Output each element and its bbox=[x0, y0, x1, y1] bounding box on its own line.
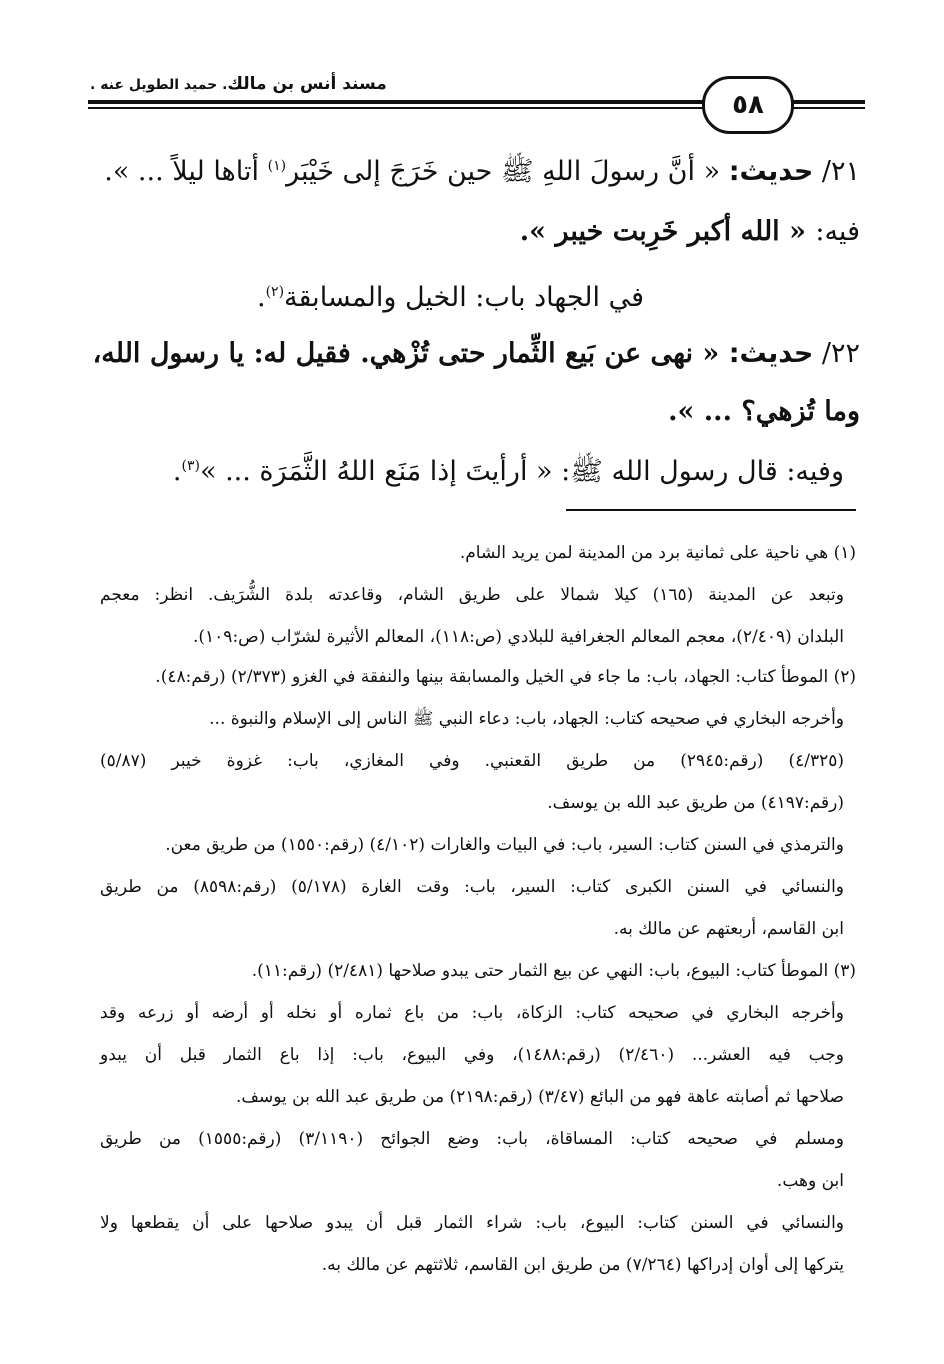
hadith-21-text-b: أتاها ليلاً ... ». bbox=[104, 156, 268, 187]
header-subtitle: . حميد الطويل عنه . bbox=[90, 77, 228, 93]
hadith-22-number: ٢٢/ bbox=[821, 338, 860, 369]
hadith-21-place: في الجهاد باب: الخيل والمسابقة bbox=[284, 282, 644, 313]
footnote-2-line-6: والنسائي في السنن الكبرى كتاب: السير، باب: وقت الغارة (٥/١٧٨) (رقم:٨٥٩٨) من طريق bbox=[100, 877, 845, 897]
footnote-separator bbox=[566, 509, 856, 511]
footnote-3-line-4: صلاحها ثم أصابته عاهة فهو من البائع (٣/٤٧) (رقم:٢١٩٨) من طريق عبد الله بن يوسف. bbox=[235, 1087, 844, 1107]
book-title: مسند أنس بن مالك bbox=[227, 74, 387, 94]
hadith-21-label: حديث: bbox=[728, 156, 814, 187]
footnote-1-line-1: (١) هي ناحية على ثمانية برد من المدينة لمن يريد الشام. bbox=[459, 543, 856, 563]
hadith-21-place-end: . bbox=[256, 282, 266, 313]
footnote-3-line-8: يتركها إلى أوان إدراكها (٧/٢٦٤) من طريق ابن القاسم، ثلاثتهم عن مالك به. bbox=[321, 1255, 844, 1275]
hadith-21-text-a: « أنَّ رسولَ اللهِ ﷺ حين خَرَجَ إلى خَيْبَر bbox=[286, 156, 729, 187]
hadith-22-fihi-end: . bbox=[172, 456, 182, 487]
footnote-2-line-2: وأخرجه البخاري في صحيحه كتاب: الجهاد، باب: دعاء النبي ﷺ الناس إلى الإسلام والنبوة ... bbox=[209, 709, 844, 729]
header-rule-thick bbox=[88, 100, 706, 104]
header-rule-thin-right bbox=[785, 107, 865, 109]
footnote-3-line-1: (٣) الموطأ كتاب: البيوع، باب: النهي عن بيع الثمار حتى يبدو صلاحها (٢/٤٨١) (رقم:١١). bbox=[251, 961, 856, 981]
hadith-22-fihi-line bbox=[173, 446, 844, 492]
footnote-3-line-5: ومسلم في صحيحه كتاب: المساقاة، باب: وضع الجوائح (٣/١١٩٠) (رقم:١٥٥٥) من طريق bbox=[100, 1129, 844, 1149]
footnote-2-line-4: (رقم:٤١٩٧) من طريق عبد الله بن يوسف. bbox=[547, 793, 844, 813]
footnote-3-line-7: والنسائي في السنن كتاب: البيوع، باب: شراء الثمار قبل أن يبدو صلاحها على أن يقطعها ولا bbox=[100, 1213, 844, 1233]
hadith-21-line bbox=[104, 146, 860, 192]
footnote-2-line-1: (٢) الموطأ كتاب: الجهاد، باب: ما جاء في الخيل والمسابقة بينها والنفقة في الغزو (٢/٣٧٣) (رقم:٤٨). bbox=[155, 667, 856, 687]
header-rule-thin bbox=[88, 107, 706, 109]
page-number: ٥٨ bbox=[702, 76, 794, 134]
footnote-2-line-5: والترمذي في السنن كتاب: السير، باب: في البيات والغارات (٤/١٠٢) (رقم:١٥٥٠) من طريق معن. bbox=[165, 835, 844, 855]
hadith-21-fihi-label: فيه: bbox=[815, 216, 860, 247]
hadith-21-fihi-line bbox=[520, 212, 860, 252]
hadith-22-fihi-text: وفيه: قال رسول الله ﷺ: « أرأيتَ إذا مَنَع اللهُ الثَّمَرَة ... » bbox=[199, 456, 844, 487]
running-header bbox=[90, 74, 460, 94]
hadith-22-line-2 bbox=[668, 392, 860, 432]
hadith-21-number: ٢١/ bbox=[821, 156, 860, 187]
footnote-1-line-2: وتبعد عن المدينة (١٦٥) كيلا شمالا على طريق الشام، وقاعدته بلدة الشُّرَيف. انظر: معجم bbox=[100, 585, 844, 605]
footnote-1-line-3: البلدان (٢/٤٠٩)، معجم المعالم الجغرافية للبلادي (ص:١١٨)، المعالم الأثيرة لشرّاب (ص:١٠٩). bbox=[193, 627, 844, 647]
hadith-21-ref: (١) bbox=[267, 158, 287, 174]
hadith-22-text-2: وما تُزهي؟ ... ». bbox=[668, 396, 860, 427]
hadith-22-label: حديث: bbox=[728, 338, 814, 369]
footnote-3-line-6: ابن وهب. bbox=[776, 1171, 844, 1191]
hadith-22-text: « نهى عن بَيع الثِّمار حتى تُزْهي. فقيل له: يا رسول الله، bbox=[92, 338, 729, 369]
footnote-2-line-7: ابن القاسم، أربعتهم عن مالك به. bbox=[613, 919, 844, 939]
hadith-21-place-ref: (٢) bbox=[265, 284, 285, 300]
hadith-22-line bbox=[93, 334, 860, 374]
hadith-22-fihi-ref: (٣) bbox=[181, 458, 200, 474]
hadith-21-fihi-text: « الله أكبر خَرِبت خيبر ». bbox=[519, 216, 816, 247]
hadith-21-place-line bbox=[257, 272, 644, 318]
footnote-3-line-3: وجب فيه العشر... (٢/٤٦٠) (رقم:١٤٨٨)، وفي البيوع، باب: إذا باع الثمار قبل أن يبدو bbox=[100, 1045, 844, 1065]
footnote-2-line-3: (٤/٣٢٥) (رقم:٢٩٤٥) من طريق القعنبي. وفي المغازي، باب: غزوة خيبر (٥/٨٧) bbox=[100, 751, 844, 771]
header-rule-thick-right bbox=[785, 100, 865, 104]
footnote-3-line-2: وأخرجه البخاري في صحيحه كتاب: الزكاة، باب: من باع ثماره أو نخله أو أرضه أو زرعه وقد bbox=[100, 1003, 844, 1023]
